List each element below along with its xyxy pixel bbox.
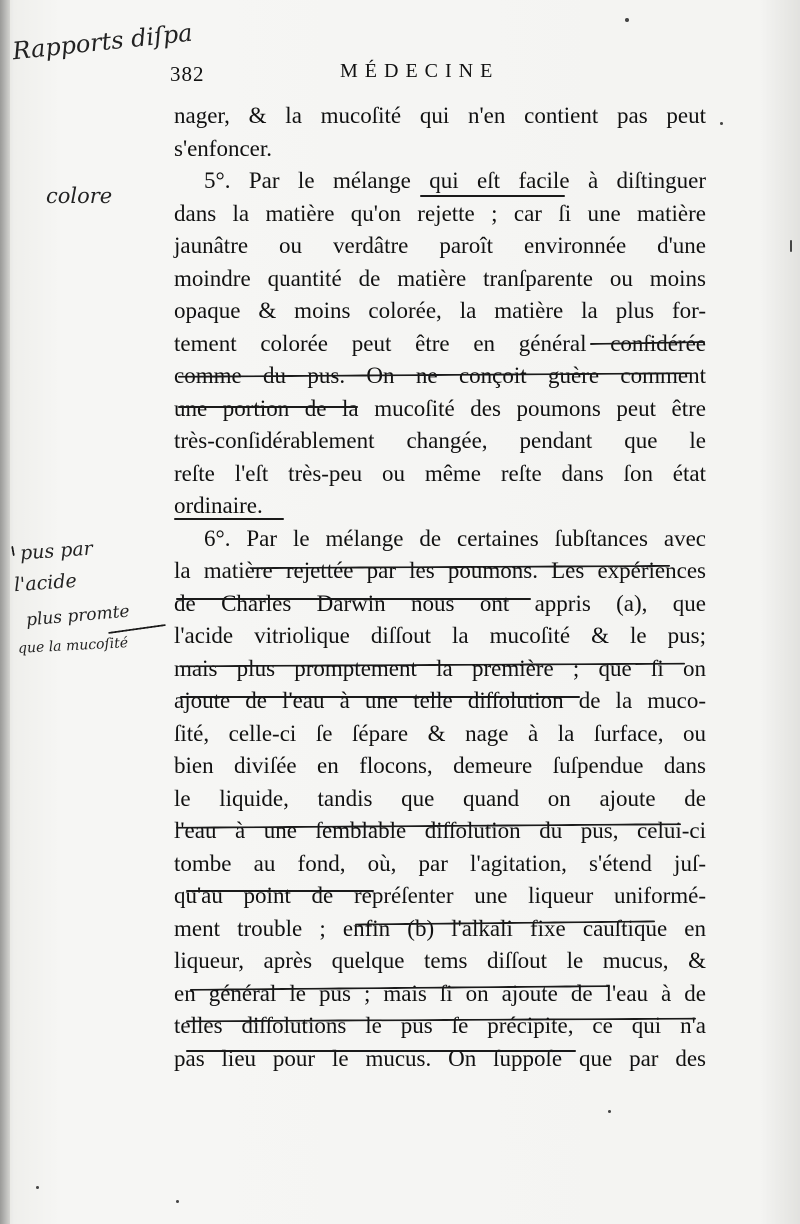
- text-line: reſte l'eſt très-peu ou même reſte dans ſon état: [174, 460, 706, 486]
- handwritten-underline: [180, 696, 580, 698]
- text-line: 5°. Par le mélange qui eſt facile à diſtinguer: [204, 168, 706, 193]
- text-line: dans la matière qu'on rejette ; car ſi une matière: [174, 200, 706, 226]
- text-line: mais plus promptement la première ; que ſi on: [174, 655, 706, 681]
- text-line: moindre quantité de matière tranſparente ou moins: [174, 265, 706, 291]
- text-line: 6°. Par le mélange de certaines ſubſtances avec: [204, 525, 706, 551]
- text-line: opaque & moins colorée, la matière la plus for-: [174, 298, 706, 323]
- running-head: MÉDECINE: [340, 60, 500, 82]
- margin-note-4: que la mucoſité: [17, 635, 129, 657]
- margin-pen-mark: [11, 546, 15, 556]
- page-spine-shadow: [0, 0, 10, 1224]
- scan-speck: [625, 18, 629, 22]
- page-number: 382: [170, 62, 205, 86]
- text-line: de Charles Darwin nous ont appris (a), que: [174, 590, 706, 616]
- margin-note-colore: colore: [46, 184, 113, 208]
- page-header: [170, 60, 730, 90]
- handwritten-underline: [186, 890, 374, 892]
- text-line: l'acide vitriolique diſſout la mucoſité & le pus;: [174, 623, 706, 648]
- text-line: jaunâtre ou verdâtre paroît environnée d'une: [174, 233, 706, 258]
- text-line: bien diviſée en flocons, demeure ſuſpendue dans: [174, 753, 706, 778]
- margin-note-2: l'acide: [13, 569, 78, 597]
- text-line: pas lieu pour le mucus. On ſuppoſe que par des: [174, 1045, 706, 1071]
- text-line: une portion de la mucoſité des poumons peut être: [174, 395, 706, 421]
- text-line: en général le pus ; mais ſi on ajoute de l'eau à de: [174, 980, 706, 1006]
- text-line: comme du pus. On ne conçoit guère comment: [174, 363, 706, 388]
- handwritten-underline: [178, 406, 358, 408]
- text-line: liqueur, après quelque tems diſſout le mucus, &: [174, 948, 706, 973]
- handwritten-underline: [186, 1050, 576, 1052]
- margin-note-1: pus par: [19, 537, 94, 565]
- margin-note-top: Rapports diſpa: [11, 18, 194, 66]
- margin-pen-mark: [108, 624, 166, 634]
- handwritten-underline: [420, 195, 565, 197]
- text-line: ordinaire.: [174, 493, 263, 518]
- text-line: tement colorée peut être en général conſidérée: [174, 330, 706, 356]
- scan-speck: [176, 1200, 179, 1203]
- text-line: qu'au point de repréſenter une liqueur uniformé-: [174, 883, 706, 908]
- scan-speck: [36, 1186, 39, 1189]
- handwritten-underline: [174, 518, 284, 520]
- text-line: tombe au fond, où, par l'agitation, s'étend juſ-: [174, 850, 706, 876]
- margin-note-3: plus promte: [25, 601, 131, 631]
- scan-speck: [608, 1110, 611, 1113]
- text-line: nager, & la mucoſité qui n'en contient pas peut: [174, 103, 706, 128]
- text-line: ment trouble ; enfin (b) l'alkali fixe cauſtique en: [174, 915, 706, 941]
- text-line: ſité, celle-ci ſe ſépare & nage à la ſurface, ou: [174, 720, 706, 746]
- handwritten-underline: [176, 598, 531, 600]
- text-line: le liquide, tandis que quand on ajoute de: [174, 785, 706, 811]
- text-line: très-conſidérablement changée, pendant que le: [174, 428, 706, 453]
- body-text: [174, 100, 706, 1075]
- text-line: s'enfoncer.: [174, 135, 273, 161]
- scan-speck: [790, 240, 792, 252]
- scan-speck: [720, 122, 723, 125]
- text-line: l'eau à une ſemblable diſſolution du pus, celui-ci: [174, 818, 706, 843]
- text-line: telles diſſolutions le pus ſe précipite, ce qui n'a: [174, 1013, 706, 1038]
- text-line: ajoute de l'eau à une telle diſſolution de la muco-: [174, 688, 706, 713]
- text-line: la matière rejettée par les poumons. Les expériences: [174, 558, 706, 583]
